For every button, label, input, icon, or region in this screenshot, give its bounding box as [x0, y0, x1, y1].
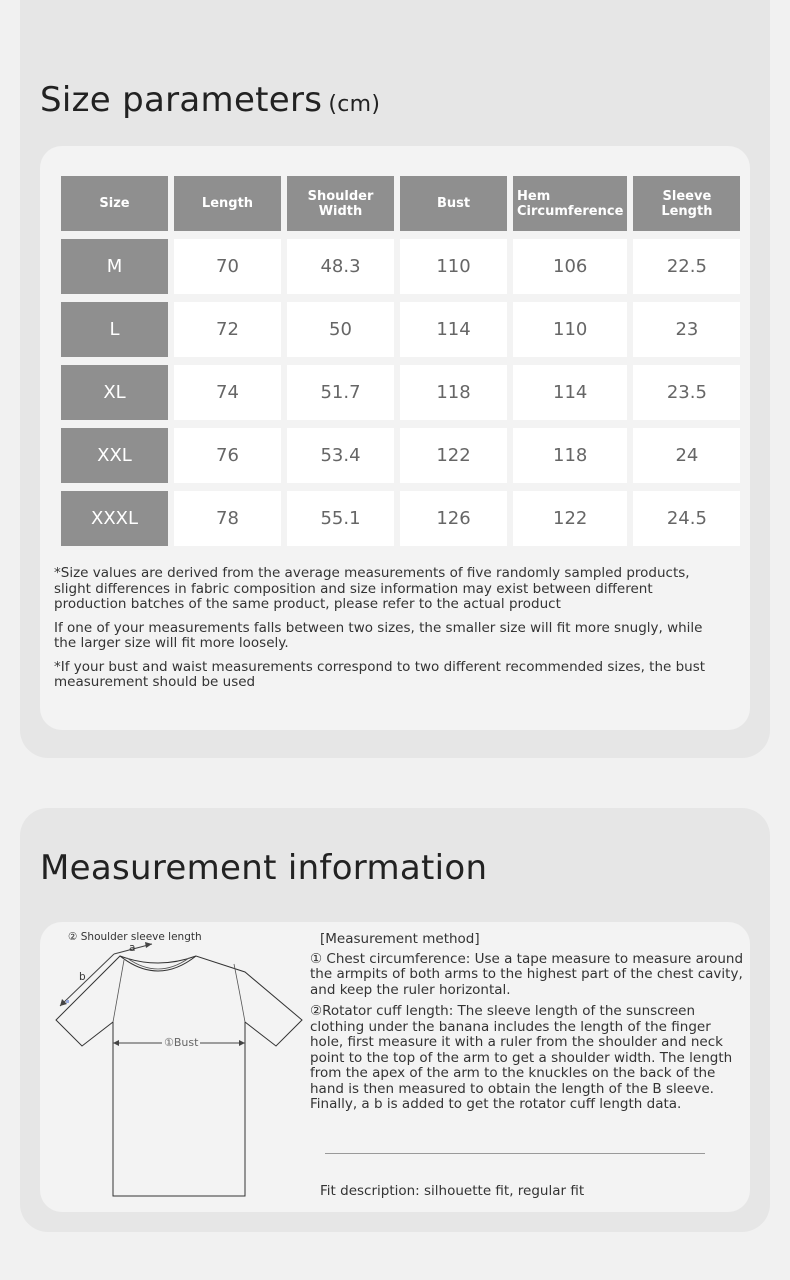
- method-title: [Measurement method]: [320, 931, 480, 947]
- table-cell: 51.7: [287, 365, 394, 420]
- header-size: Size: [61, 176, 168, 231]
- size-table: [55, 168, 746, 554]
- table-cell: 48.3: [287, 239, 394, 294]
- divider: [325, 1153, 705, 1154]
- unit-label: (cm): [328, 92, 381, 117]
- size-notes: [54, 566, 724, 699]
- table-cell: 70: [174, 239, 281, 294]
- method-chest: ① Chest circumference: Use a tape measure to measure around the armpits of both arms to the highest part of the chest cavity, and keep the ruler horizontal.: [310, 950, 744, 998]
- table-cell: 72: [174, 302, 281, 357]
- tshirt-diagram: [40, 922, 310, 1212]
- size-parameters-title: Size parameters (cm): [40, 80, 381, 120]
- header-length: Length: [174, 176, 281, 231]
- size-cell: M: [61, 239, 168, 294]
- table-cell: 122: [513, 491, 627, 546]
- note-between-sizes: If one of your measurements falls between two sizes, the smaller size will fit more snugly, while the larger size will fit more loosely.: [54, 619, 703, 651]
- size-table-panel: [40, 146, 750, 730]
- size-cell: XL: [61, 365, 168, 420]
- table-cell: 76: [174, 428, 281, 483]
- note-sampling: *Size values are derived from the average measurements of five randomly sampled products, slight differences in fabric composition and size information may exist between different production batches of the same product, please refer to the actual product: [54, 565, 690, 612]
- table-cell: 24: [633, 428, 740, 483]
- table-cell: 24.5: [633, 491, 740, 546]
- table-cell: 22.5: [633, 239, 740, 294]
- b-label: b: [79, 971, 86, 983]
- table-row: [61, 239, 740, 294]
- table-header-row: [61, 176, 740, 231]
- table-cell: 122: [400, 428, 507, 483]
- a-label: a: [129, 942, 136, 954]
- method-rotator-cuff: ②Rotator cuff length: The sleeve length of the sunscreen clothing under the banana includes the length of the finger hole, first measure it with a ruler from the shoulder and neck point to the top of the arm to get a shoulder width. The length from the apex of the arm to the knuckles on the back of the hand is then measured to obtain the length of the B sleeve. Finally, a b is added to get the rotator cuff length data.: [310, 1003, 733, 1112]
- table-cell: 78: [174, 491, 281, 546]
- size-cell: XXXL: [61, 491, 168, 546]
- table-row: [61, 365, 740, 420]
- table-row: [61, 428, 740, 483]
- table-cell: 50: [287, 302, 394, 357]
- size-cell: L: [61, 302, 168, 357]
- table-cell: 114: [513, 365, 627, 420]
- header-shoulder-width: Shoulder Width: [287, 176, 394, 231]
- shoulder-sleeve-label: ② Shoulder sleeve length: [68, 931, 202, 943]
- table-cell: 110: [400, 239, 507, 294]
- measurement-panel: [40, 922, 750, 1212]
- table-cell: 114: [400, 302, 507, 357]
- note-bust-priority: *If your bust and waist measurements correspond to two different recommended sizes, the bust measurement should be used: [54, 658, 706, 690]
- table-cell: 106: [513, 239, 627, 294]
- tshirt-outline-icon: [40, 922, 310, 1212]
- table-cell: 118: [400, 365, 507, 420]
- table-cell: 118: [513, 428, 627, 483]
- table-cell: 23.5: [633, 365, 740, 420]
- table-cell: 74: [174, 365, 281, 420]
- bust-label: ①Bust: [164, 1036, 199, 1049]
- table-cell: 55.1: [287, 491, 394, 546]
- header-sleeve-length: Sleeve Length: [633, 176, 740, 231]
- fit-description: Fit description: silhouette fit, regular fit: [320, 1183, 585, 1199]
- measurement-method: [310, 932, 744, 1119]
- table-cell: 23: [633, 302, 740, 357]
- table-cell: 126: [400, 491, 507, 546]
- measurement-title: Measurement information: [40, 848, 488, 888]
- size-cell: XXL: [61, 428, 168, 483]
- table-row: [61, 491, 740, 546]
- table-cell: 110: [513, 302, 627, 357]
- table-row: [61, 302, 740, 357]
- table-cell: 53.4: [287, 428, 394, 483]
- header-bust: Bust: [400, 176, 507, 231]
- header-hem-circumference: Hem Circumference: [513, 176, 627, 231]
